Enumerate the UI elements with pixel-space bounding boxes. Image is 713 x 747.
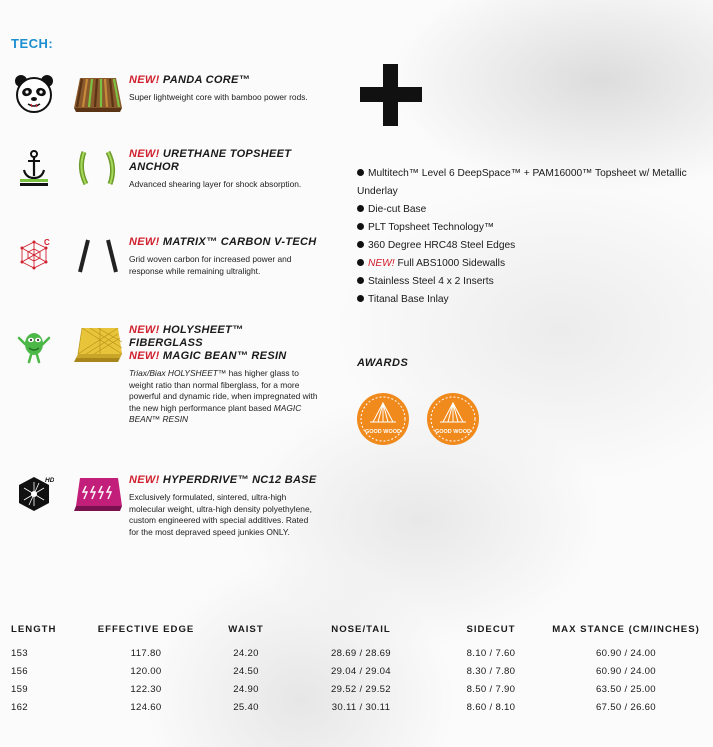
hd-base-icon <box>14 474 54 514</box>
spec-text: Stainless Steel 4 x 2 Inserts <box>368 276 494 287</box>
feature-title <box>129 236 319 249</box>
spec-item <box>357 219 697 237</box>
table-cell: 156 <box>11 666 28 677</box>
spec-item <box>357 255 697 273</box>
table-cell: 28.69 / 28.69 <box>331 648 391 659</box>
topsheet-swatch <box>74 150 122 186</box>
awards-heading: AWARDS <box>357 357 409 369</box>
table-row <box>11 645 701 663</box>
spec-text: Die-cut Base <box>368 204 427 215</box>
anchor-icon <box>14 148 54 188</box>
description-italic-2: MAGIC BEAN™ RESIN <box>129 402 302 424</box>
header-nose-tail: NOSE/TAIL <box>331 624 391 635</box>
bullet-icon <box>357 259 364 266</box>
size-spec-table <box>11 624 701 717</box>
spec-text: Titanal Base Inlay <box>368 294 449 305</box>
feature-title <box>129 324 319 363</box>
table-cell: 67.50 / 26.60 <box>596 702 656 713</box>
feature-title <box>129 474 319 487</box>
feature-name: URETHANE TOPSHEET ANCHOR <box>129 148 292 173</box>
new-label-2: NEW! <box>129 350 160 362</box>
feature-description: Super lightweight core with bamboo power rods. <box>129 92 308 102</box>
table-cell: 159 <box>11 684 28 695</box>
header-length: LENGTH <box>11 624 57 635</box>
award-label: GOOD WOOD <box>434 429 472 435</box>
bullet-icon <box>357 223 364 230</box>
table-cell: 24.90 <box>233 684 259 695</box>
table-cell: 60.90 / 24.00 <box>596 648 656 659</box>
table-cell: 124.60 <box>130 702 162 713</box>
bullet-icon <box>357 277 364 284</box>
table-cell: 24.20 <box>233 648 259 659</box>
feature-text <box>129 474 319 538</box>
table-row <box>11 681 701 699</box>
spec-text: Full ABS1000 Sidewalls <box>394 258 506 269</box>
table-cell: 25.40 <box>233 702 259 713</box>
feature-description: Grid woven carbon for increased power and response while remaining ultralight. <box>129 254 292 276</box>
header-sidecut: SIDECUT <box>466 624 516 635</box>
spec-item <box>357 273 697 291</box>
feature-name: MATRIX™ CARBON V-TECH <box>162 236 317 248</box>
spec-item <box>357 201 697 219</box>
spec-text: Multitech™ Level 6 DeepSpace™ + PAM16000™ Topsheet w/ Metallic Underlay <box>357 168 687 197</box>
header-effective-edge: EFFECTIVE EDGE <box>97 624 195 635</box>
description-mid: has higher glass to weight ratio than normal fiberglass, for a more powerful and dynamic ride, when impregnated with the new high performance plant based <box>129 368 318 413</box>
tech-heading: TECH: <box>11 36 54 51</box>
new-label: NEW! <box>129 324 160 336</box>
feature-name-2: MAGIC BEAN™ RESIN <box>162 350 287 362</box>
bullet-icon <box>357 295 364 302</box>
feature-name: HYPERDRIVE™ NC12 BASE <box>162 474 317 486</box>
fiberglass-swatch <box>74 326 122 362</box>
bullet-icon <box>357 169 364 176</box>
feature-description: Advanced shearing layer for shock absorption. <box>129 179 302 189</box>
feature-name: HOLYSHEET™ FIBERGLASS <box>129 324 244 349</box>
new-label: NEW! <box>129 148 160 160</box>
panda-icon <box>14 74 54 114</box>
table-row <box>11 663 701 681</box>
table-header-row <box>11 624 701 645</box>
feature-description: Exclusively formulated, sintered, ultra-high molecular weight, ultra-high density polyethylene, custom engineered with special additives. Rated for the most depraved speed junkies ONLY. <box>129 492 312 537</box>
table-cell: 8.10 / 7.60 <box>466 648 516 659</box>
spec-list <box>357 165 697 309</box>
header-max-stance: MAX STANCE (CM/INCHES) <box>552 624 700 635</box>
spec-text: PLT Topsheet Technology™ <box>368 222 495 233</box>
plus-icon <box>358 62 424 128</box>
magic-bean-icon <box>14 326 54 366</box>
feature-text <box>129 324 319 426</box>
table-row <box>11 699 701 717</box>
bullet-icon <box>357 241 364 248</box>
carbon-matrix-icon <box>14 236 54 276</box>
table-cell: 63.50 / 25.00 <box>596 684 656 695</box>
good-wood-award-icon <box>426 392 480 446</box>
table-body <box>11 645 701 717</box>
new-label: NEW! <box>129 474 160 486</box>
table-cell: 162 <box>11 702 28 713</box>
new-label: NEW! <box>368 258 395 269</box>
table-cell: 8.60 / 8.10 <box>466 702 516 713</box>
feature-title <box>129 148 319 174</box>
spec-text: 360 Degree HRC48 Steel Edges <box>368 240 516 251</box>
new-label: NEW! <box>129 74 160 86</box>
table-cell: 153 <box>11 648 28 659</box>
table-cell: 29.04 / 29.04 <box>331 666 391 677</box>
hd-badge: HD <box>45 477 54 484</box>
table-cell: 122.30 <box>130 684 162 695</box>
description-italic-1: Triax/Biax HOLYSHEET™ <box>129 368 227 378</box>
carbon-v-swatch <box>74 238 122 274</box>
feature-name: PANDA CORE™ <box>162 74 250 86</box>
table-cell: 24.50 <box>233 666 259 677</box>
spec-item <box>357 165 697 201</box>
base-swatch <box>74 476 122 512</box>
new-label: NEW! <box>129 236 160 248</box>
table-cell: 117.80 <box>130 648 162 659</box>
table-cell: 8.30 / 7.80 <box>466 666 516 677</box>
feature-text <box>129 74 319 104</box>
feature-text <box>129 148 319 191</box>
header-waist: WAIST <box>228 624 264 635</box>
table-cell: 60.90 / 24.00 <box>596 666 656 677</box>
feature-text <box>129 236 319 277</box>
feature-title <box>129 74 319 87</box>
table-cell: 29.52 / 29.52 <box>331 684 391 695</box>
feature-description <box>129 368 319 426</box>
bullet-icon <box>357 205 364 212</box>
spec-item <box>357 291 697 309</box>
table-cell: 120.00 <box>130 666 162 677</box>
award-label: GOOD WOOD <box>364 429 402 435</box>
table-cell: 8.50 / 7.90 <box>466 684 516 695</box>
svg-text:C: C <box>44 238 50 247</box>
table-cell: 30.11 / 30.11 <box>331 702 391 713</box>
spec-item <box>357 237 697 255</box>
wood-core-swatch <box>74 76 122 112</box>
good-wood-award-icon <box>356 392 410 446</box>
